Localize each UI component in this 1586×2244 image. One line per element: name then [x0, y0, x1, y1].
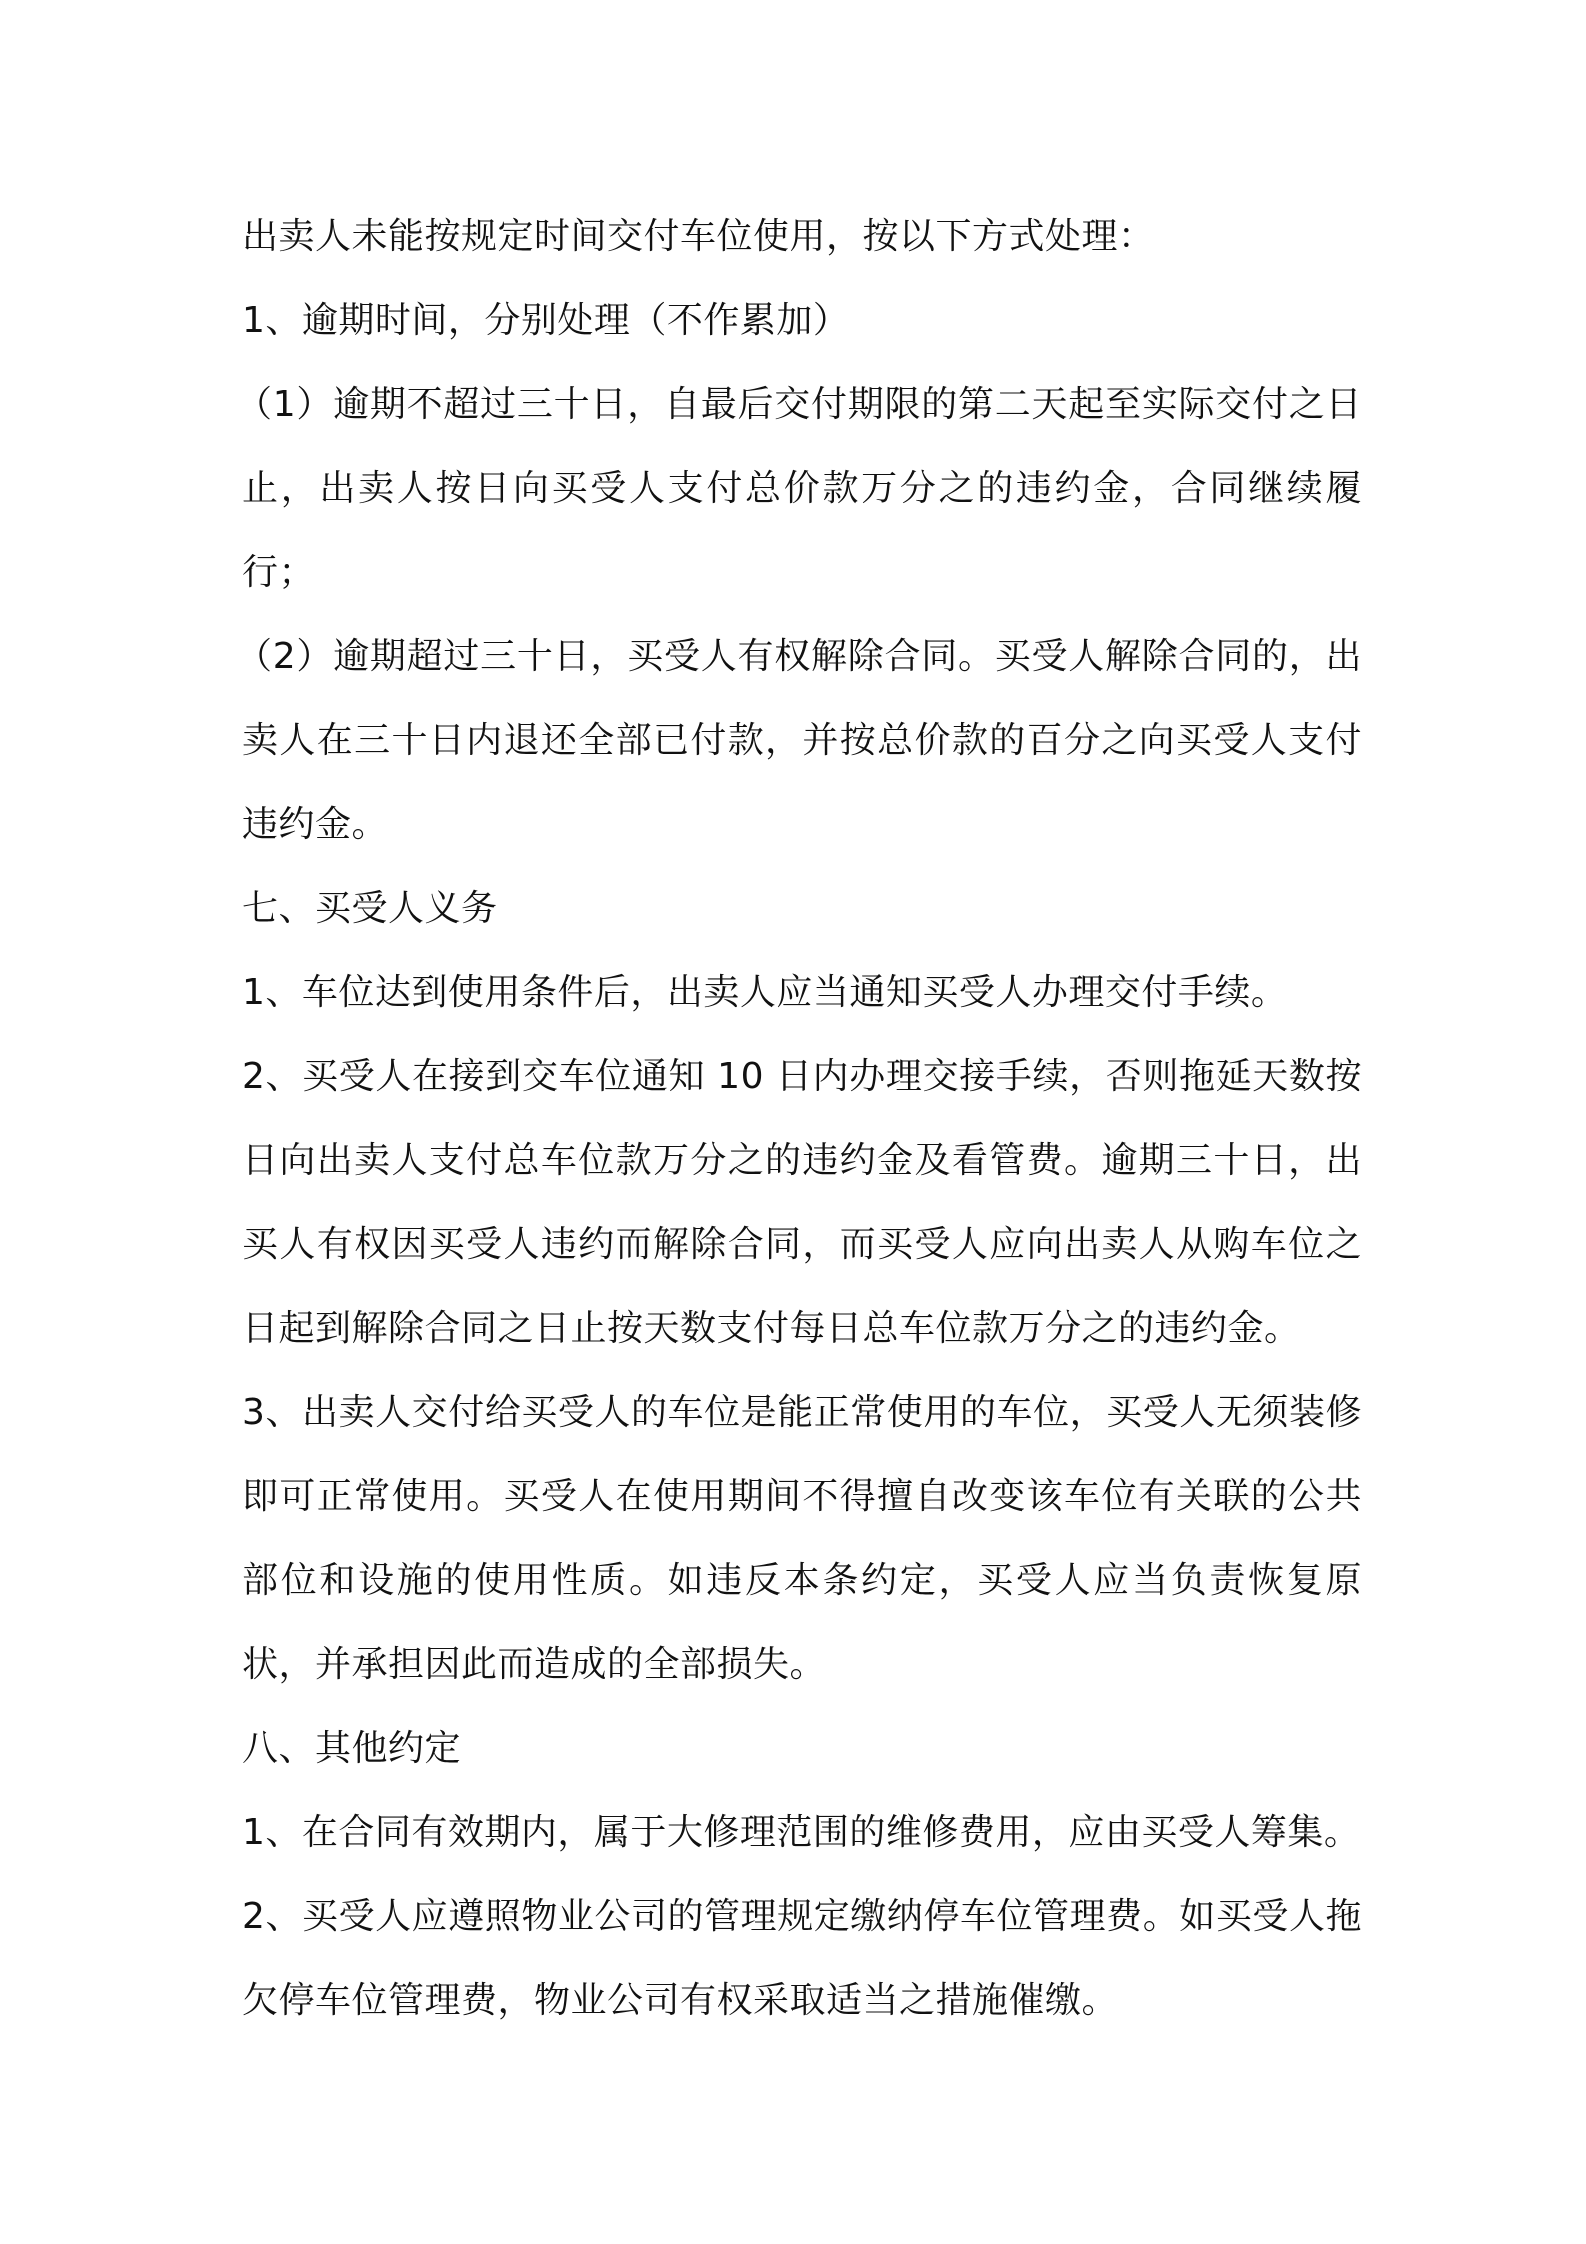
paragraph-other-agreement-1: 1、在合同有效期内，属于大修理范围的维修费用，应由买受人筹集。 [242, 1812, 1361, 1853]
section-heading-other-agreements: 八、其他约定 [242, 1728, 462, 1769]
paragraph-overdue-case-1: （1）逾期不超过三十日，自最后交付期限的第二天起至实际交付之日止，出卖人按日向买受人支付总价款万分之的违约金，合同继续履行； [236, 384, 1362, 593]
section-heading-buyer-obligations: 七、买受人义务 [242, 888, 498, 929]
paragraph-buyer-obligation-3: 3、出卖人交付给买受人的车位是能正常使用的车位，买受人无须装修即可正常使用。买受人在使用期间不得擅自改变该车位有关联的公共部位和设施的使用性质。如违反本条约定，买受人应当负责恢复原状，并承担因此而造成的全部损失。 [242, 1392, 1362, 1685]
paragraph-buyer-obligation-1: 1、车位达到使用条件后，出卖人应当通知买受人办理交付手续。 [242, 972, 1288, 1013]
document-body [236, 195, 1362, 2043]
paragraph-overdue-heading: 1、逾期时间，分别处理（不作累加） [242, 300, 850, 341]
paragraph-buyer-obligation-2: 2、买受人在接到交车位通知 10 日内办理交接手续，否则拖延天数按日向出卖人支付总车位款万分之的违约金及看管费。逾期三十日，出买人有权因买受人违约而解除合同，而买受人应向出卖人从购车位之日起到解除合同之日止按天数支付每日总车位款万分之的违约金。 [242, 1056, 1362, 1349]
paragraph-other-agreement-2: 2、买受人应遵照物业公司的管理规定缴纳停车位管理费。如买受人拖欠停车位管理费，物业公司有权采取适当之措施催缴。 [242, 1896, 1362, 2021]
paragraph-overdue-case-2: （2）逾期超过三十日，买受人有权解除合同。买受人解除合同的，出卖人在三十日内退还全部已付款，并按总价款的百分之向买受人支付违约金。 [236, 636, 1362, 845]
paragraph-intro: 出卖人未能按规定时间交付车位使用，按以下方式处理： [242, 216, 1155, 257]
